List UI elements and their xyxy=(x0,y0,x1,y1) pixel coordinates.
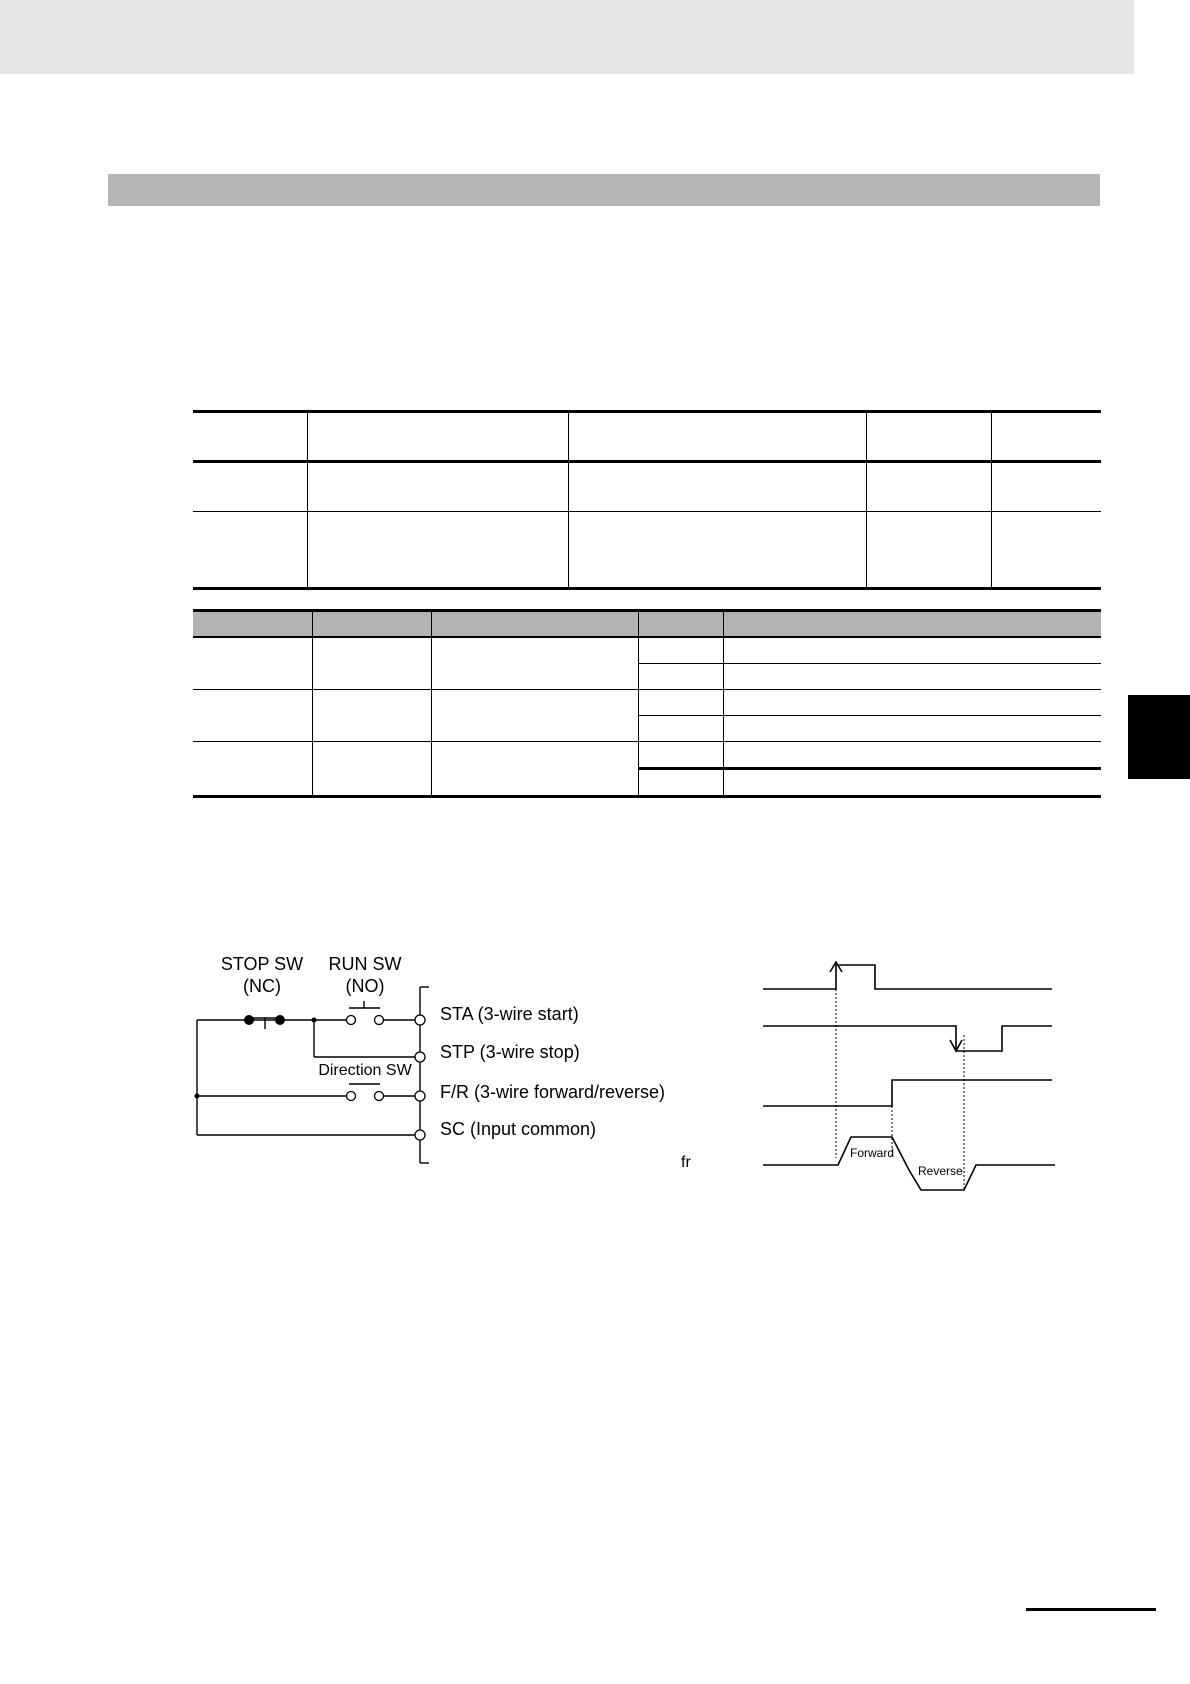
terminal-sc-label: SC (Input common) xyxy=(440,1119,597,1139)
run-switch-type: (NO) xyxy=(345,976,385,996)
terminal-stp xyxy=(415,1052,425,1062)
sta-timing-line xyxy=(763,965,1052,989)
parameter-table xyxy=(193,410,1101,590)
terminal-sta xyxy=(415,1015,425,1025)
run-switch-label: RUN SW xyxy=(328,954,402,974)
table-row xyxy=(193,637,1101,664)
stop-switch-contact-left xyxy=(244,1015,254,1025)
junction-dot xyxy=(195,1094,200,1099)
page-header-band xyxy=(0,0,1134,74)
output-frequency-line xyxy=(763,1137,1055,1190)
table-header-row xyxy=(193,611,1101,637)
direction-switch-label: Direction SW xyxy=(318,1062,412,1079)
forward-label: Forward xyxy=(850,1146,895,1160)
terminal-stp-label: STP (3-wire stop) xyxy=(440,1042,580,1062)
table-row xyxy=(193,512,1101,589)
stop-switch-contact-right xyxy=(275,1015,285,1025)
terminal-function-table xyxy=(193,609,1101,798)
run-switch-contact xyxy=(375,1016,384,1025)
table-header-row xyxy=(193,412,1101,462)
table-row xyxy=(193,462,1101,512)
stp-timing-line xyxy=(763,1026,1052,1051)
terminal-fr-label: F/R (3-wire forward/reverse) xyxy=(440,1082,666,1102)
fr-timing-line xyxy=(763,1080,1052,1106)
terminal-sta-label: STA (3-wire start) xyxy=(440,1004,579,1024)
table-row xyxy=(193,741,1101,768)
chapter-side-tab xyxy=(1128,695,1190,779)
section-heading-bar xyxy=(108,174,1100,206)
footer-rule xyxy=(1026,1608,1156,1611)
stop-switch-type: (NC) xyxy=(243,976,281,996)
direction-switch-contact xyxy=(375,1092,384,1101)
three-wire-wiring-diagram xyxy=(185,945,1070,1205)
table-row xyxy=(193,689,1101,715)
run-switch-contact xyxy=(347,1016,356,1025)
timing-chart xyxy=(763,962,1055,1190)
junction-dot xyxy=(312,1018,317,1023)
stop-switch-label: STOP SW xyxy=(220,954,304,974)
terminal-sc xyxy=(415,1130,425,1140)
wiring-nodes xyxy=(195,1015,317,1099)
direction-switch-contact xyxy=(347,1092,356,1101)
reverse-label: Reverse xyxy=(918,1164,963,1178)
terminal-fr xyxy=(415,1091,425,1101)
output-frequency-label: fr xyxy=(681,1154,691,1171)
